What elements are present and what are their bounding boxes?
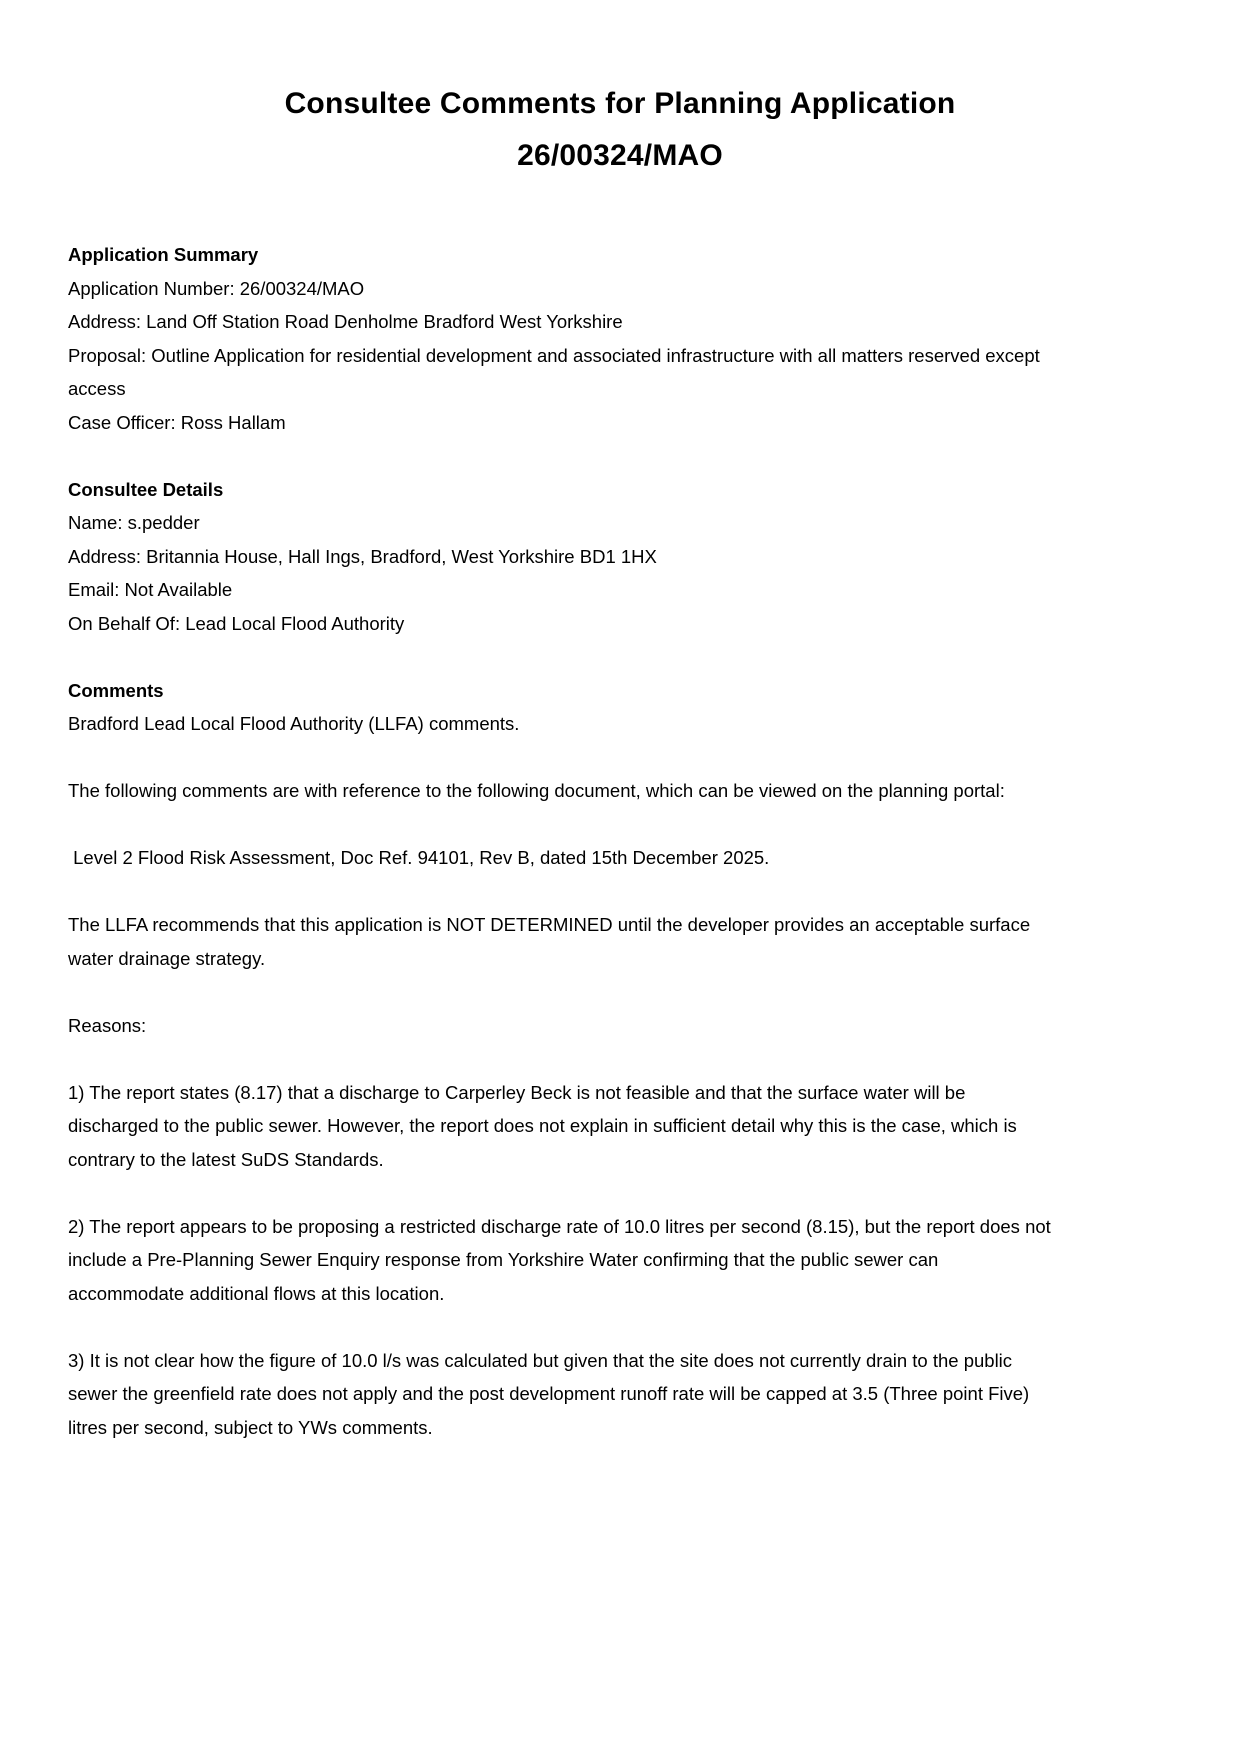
comment-paragraph-reason-1: 1) The report states (8.17) that a discharge to Carperley Beck is not feasible and that the surface water will be discharged to the public sewer. However, the report does not explain in sufficient detail why this is the case, which is contrary to the latest SuDS Standards. (68, 1081, 1022, 1170)
case-officer-line: Case Officer: Ross Hallam (68, 411, 286, 433)
comment-paragraph: The LLFA recommends that this application is NOT DETERMINED until the developer provides an acceptable surface water drainage strategy. (68, 914, 1036, 969)
consultee-details-heading: Consultee Details (68, 478, 224, 500)
application-summary-section (68, 238, 1053, 439)
consultee-address-line: Address: Britannia House, Hall Ings, Bradford, West Yorkshire BD1 1HX (68, 545, 657, 567)
application-number-line: Application Number: 26/00324/MAO (68, 277, 365, 299)
page-title-line1: Consultee Comments for Planning Application (284, 87, 956, 120)
page-title-line2: 26/00324/MAO (517, 139, 723, 172)
consultee-details-section (68, 473, 1053, 641)
application-summary-heading: Application Summary (68, 244, 259, 265)
document-content (68, 238, 1056, 1444)
consultee-on-behalf-of-line: On Behalf Of: Lead Local Flood Authority (68, 612, 405, 634)
comment-paragraph-reasons-label: Reasons: (68, 1014, 147, 1036)
application-proposal-line: Proposal: Outline Application for residential development and associated infrastructure with all matters reserved except access (68, 344, 1045, 399)
application-address-line: Address: Land Off Station Road Denholme Bradford West Yorkshire (68, 311, 623, 332)
comment-paragraph-reason-3: 3) It is not clear how the figure of 10.0 l/s was calculated but given that the site does not currently drain to the public sewer the greenfield rate does not apply and the post development runoff rate will be capped at 3.5 (Three point Five) litres per second, subject to YWs comments. (68, 1349, 1035, 1438)
comment-paragraph: Bradford Lead Local Flood Authority (LLFA) comments. (68, 713, 520, 734)
comment-paragraph-reason-2: 2) The report appears to be proposing a restricted discharge rate of 10.0 litres per second (8.15), but the report does not include a Pre-Planning Sewer Enquiry response from Yorkshire Water confirming that the public sewer can accommodate additional flows at this location. (68, 1215, 1056, 1304)
page-title (68, 78, 1172, 182)
comment-paragraph: The following comments are with reference to the following document, which can be viewed on the planning portal: (68, 780, 1005, 801)
comments-section (68, 674, 1056, 1445)
consultee-email-line: Email: Not Available (68, 579, 233, 600)
consultee-name-line: Name: s.pedder (68, 512, 200, 533)
comment-paragraph: Level 2 Flood Risk Assessment, Doc Ref. 94101, Rev B, dated 15th December 2025. (68, 847, 770, 868)
comments-heading: Comments (68, 679, 164, 701)
